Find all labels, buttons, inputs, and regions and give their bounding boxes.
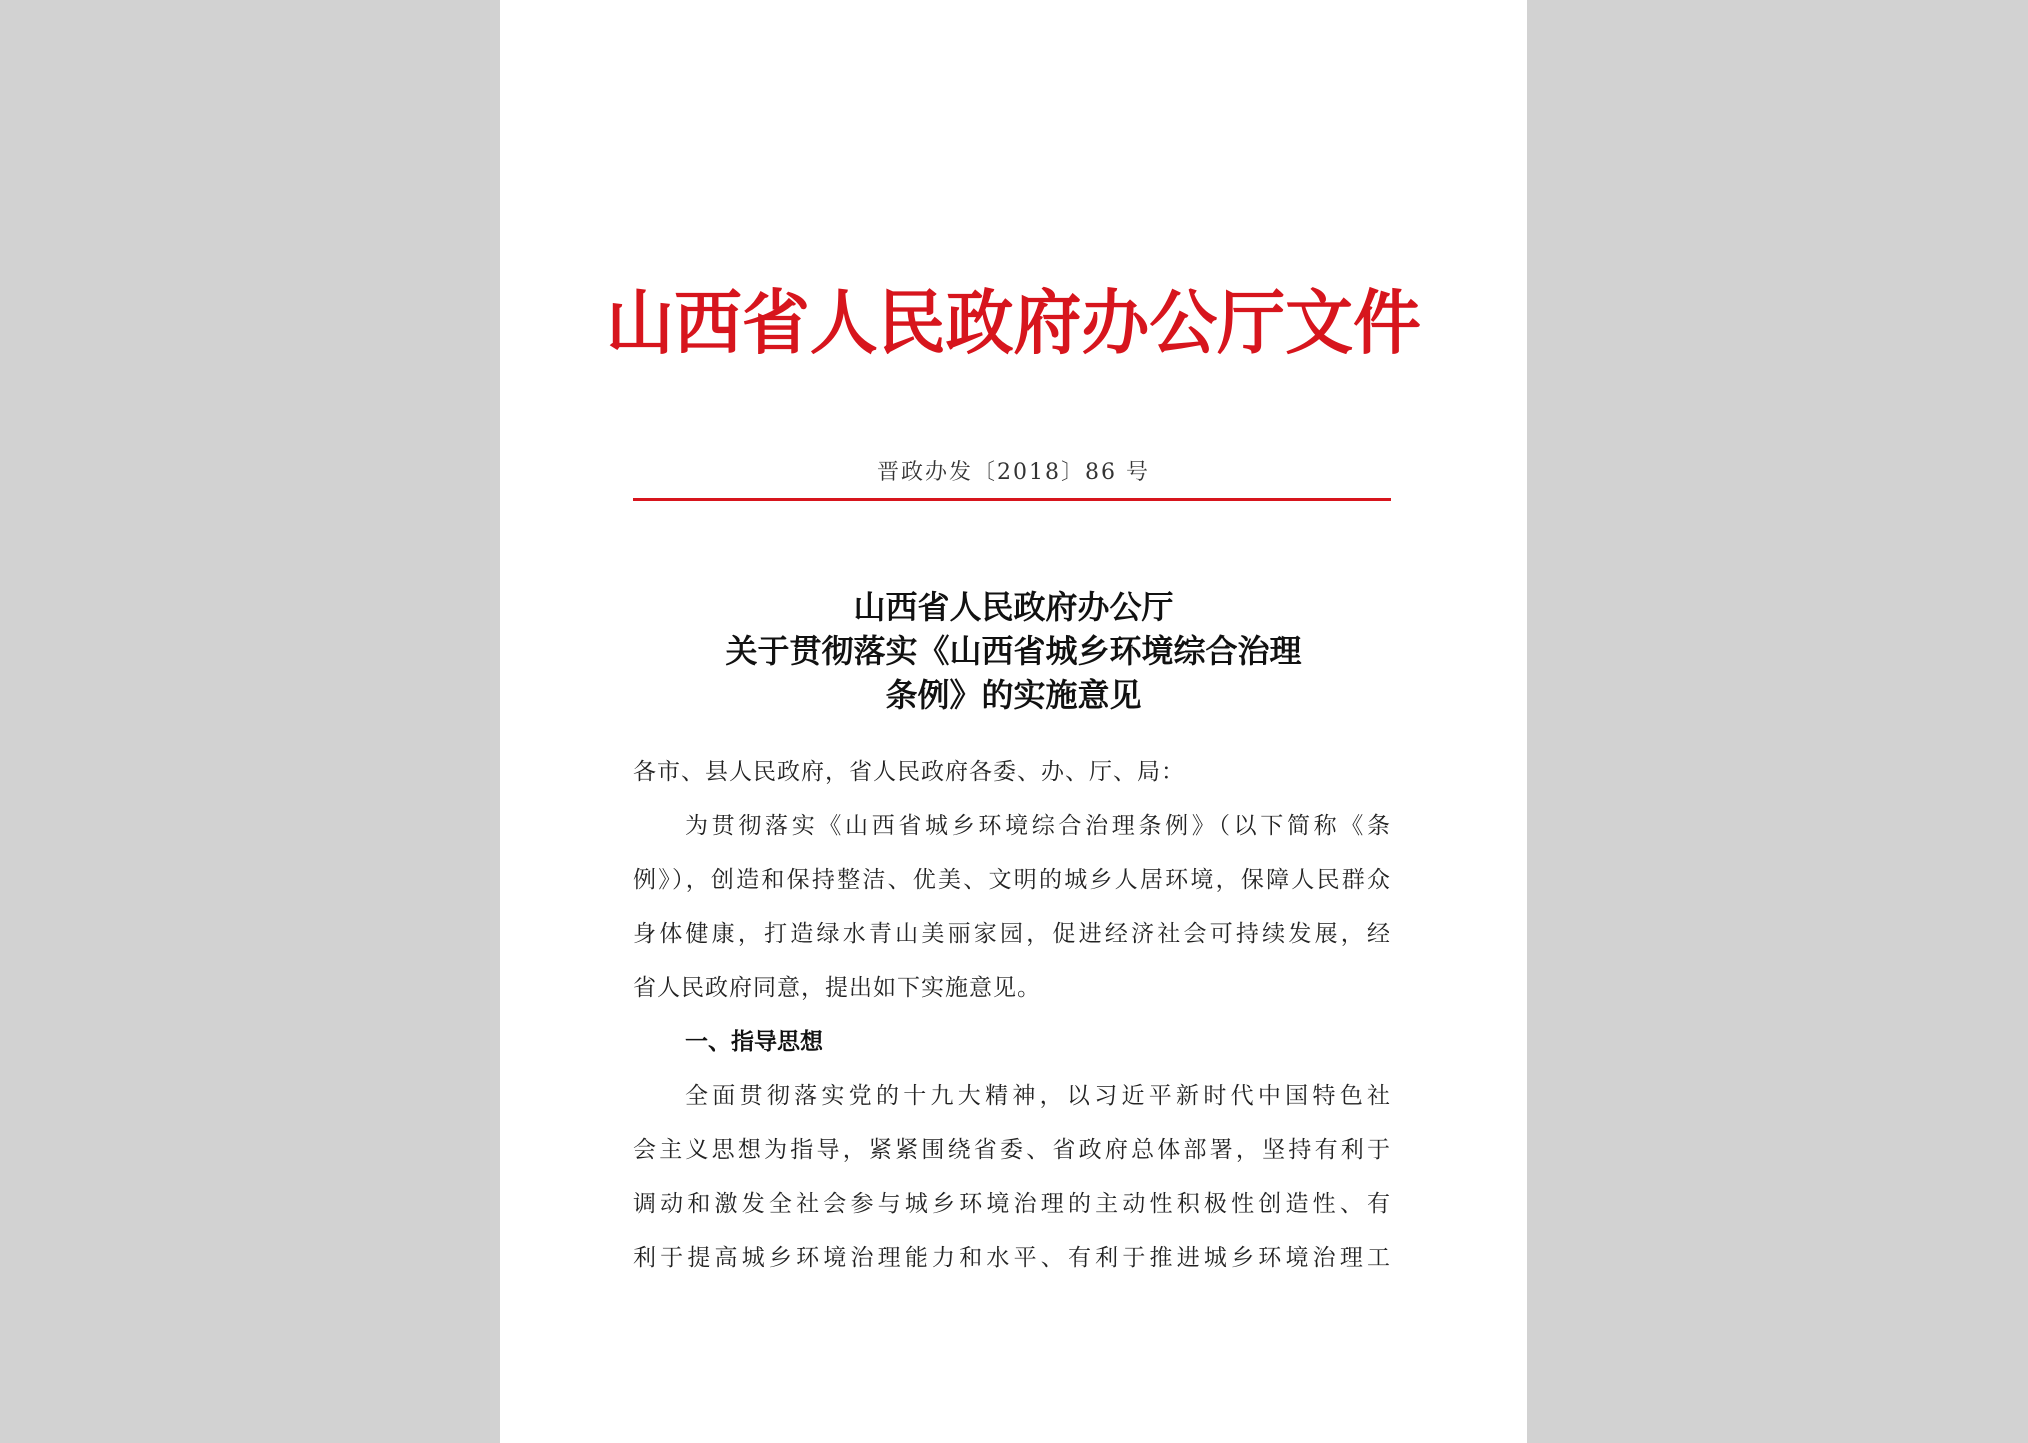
intro-line: 为贯彻落实《山西省城乡环境综合治理条例》（以下简称《条	[685, 813, 1391, 839]
document-page	[500, 0, 1527, 1443]
intro-line: 身体健康，打造绿水青山美丽家园，促进经济社会可持续发展，经	[633, 921, 1391, 947]
headline-line: 山西省人民政府办公厅	[853, 588, 1174, 626]
headline-line: 条例》的实施意见	[885, 676, 1142, 714]
section-line: 利于提高城乡环境治理能力和水平、有利于推进城乡环境治理工	[633, 1245, 1391, 1271]
document-number: 晋政办发〔2018〕86 号	[877, 460, 1150, 485]
section-heading: 一、指导思想	[685, 1029, 823, 1055]
headline-line: 关于贯彻落实《山西省城乡环境综合治理	[725, 632, 1302, 670]
intro-line: 省人民政府同意，提出如下实施意见。	[633, 975, 1041, 1001]
intro-line: 例》），创造和保持整洁、优美、文明的城乡人居环境，保障人民群众	[633, 867, 1391, 893]
issuer-title: 山西省人民政府办公厅文件	[606, 281, 1421, 364]
section-line: 调动和激发全社会参与城乡环境治理的主动性积极性创造性、有	[633, 1191, 1391, 1217]
red-divider	[633, 498, 1391, 501]
document-body	[633, 745, 1391, 1285]
section-line: 全面贯彻落实党的十九大精神，以习近平新时代中国特色社	[685, 1083, 1391, 1109]
section-line: 会主义思想为指导，紧紧围绕省委、省政府总体部署，坚持有利于	[633, 1137, 1391, 1163]
document-headline	[500, 585, 1527, 717]
salutation: 各市、县人民政府，省人民政府各委、办、厅、局：	[633, 759, 1185, 785]
